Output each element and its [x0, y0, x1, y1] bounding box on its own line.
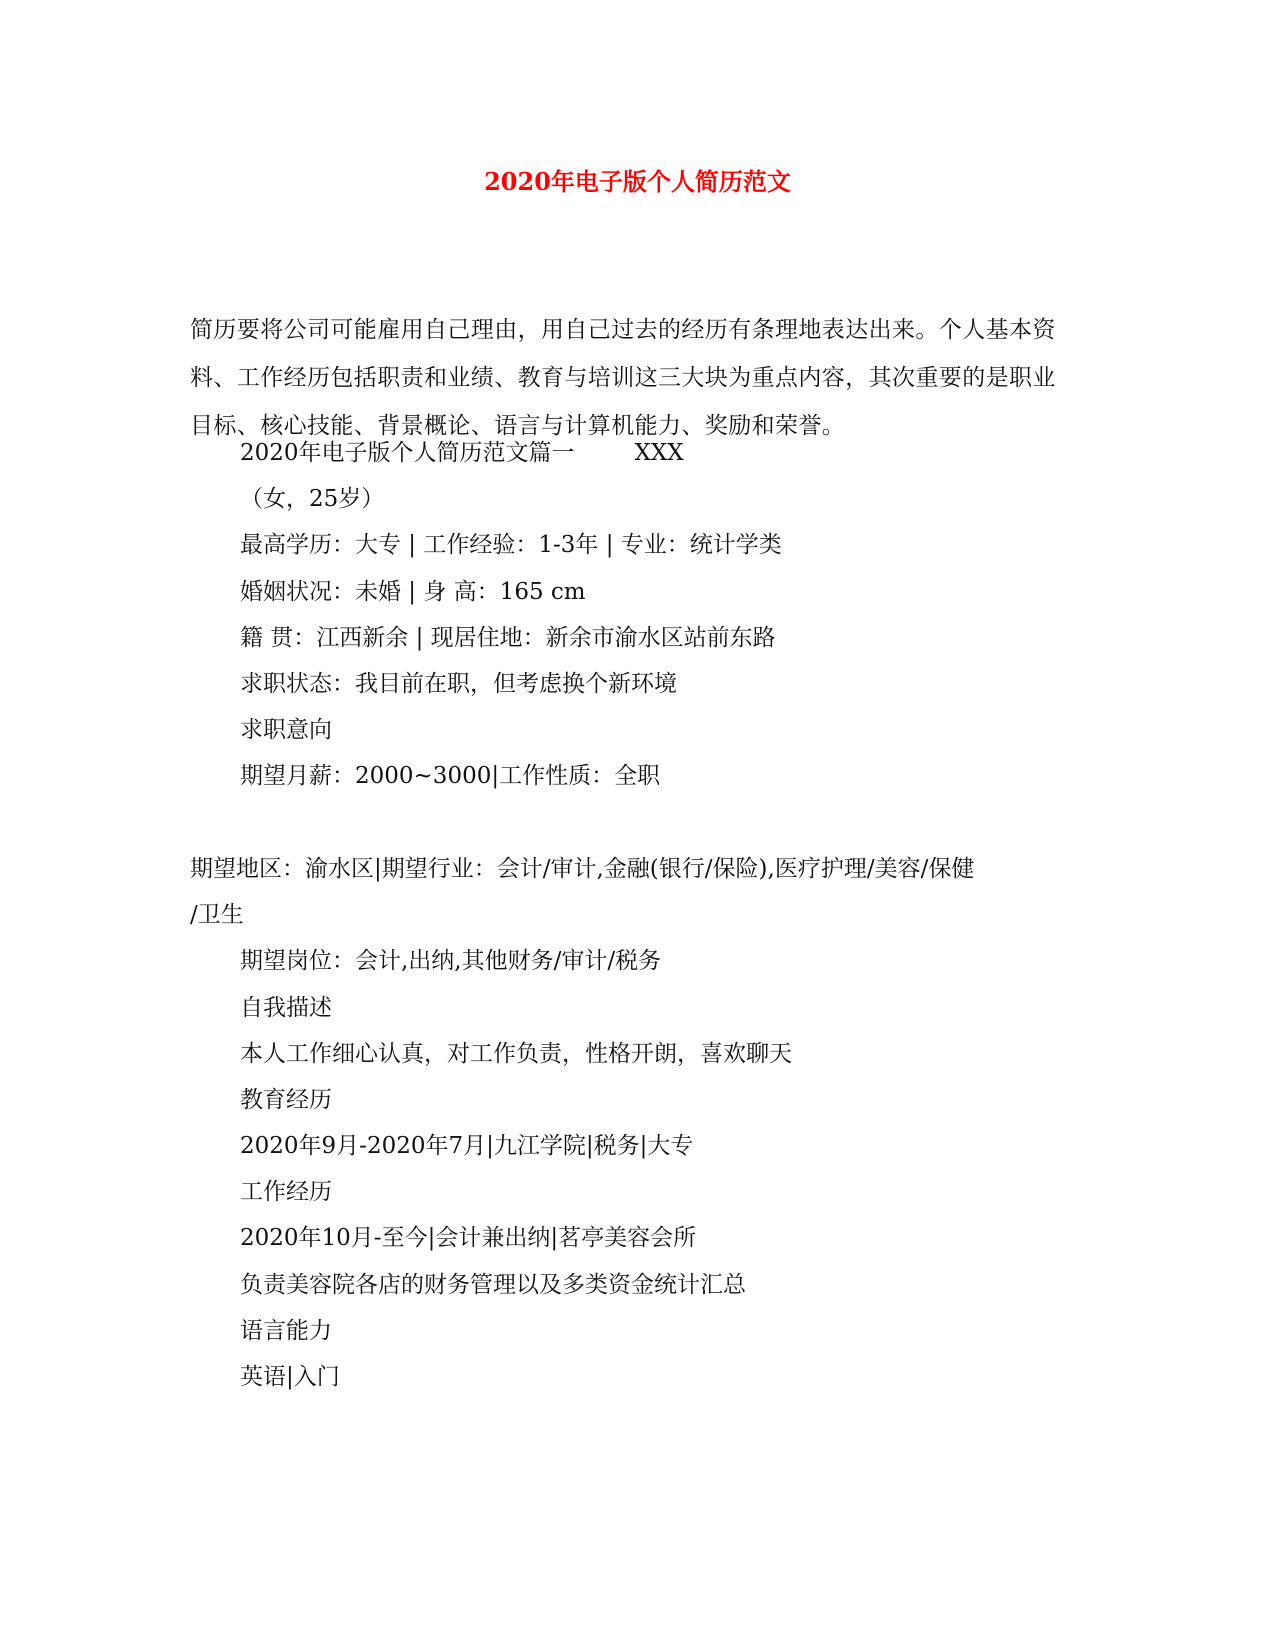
document-title: 2020年电子版个人简历范文	[484, 167, 791, 196]
work-responsibility-text: 负责美容院各店的财务管理以及多类资金统计汇总	[240, 1272, 746, 1298]
gender-age-line: （女，25岁）	[240, 486, 385, 512]
marital-height-line: 婚姻状况：未婚 | 身 高：165 cm	[240, 579, 586, 605]
language-entry: 英语|入门	[240, 1364, 340, 1390]
self-description-text: 本人工作细心认真，对工作负责，性格开朗，喜欢聊天	[240, 1041, 792, 1067]
education-heading: 教育经历	[240, 1087, 332, 1113]
job-status-line: 求职状态：我目前在职，但考虑换个新环境	[240, 671, 677, 697]
self-description-heading: 自我描述	[240, 995, 332, 1021]
language-heading: 语言能力	[240, 1318, 332, 1344]
resume-heading: 2020年电子版个人简历范文篇一	[240, 440, 575, 466]
education-entry: 2020年9月-2020年7月|九江学院|税务|大专	[240, 1133, 694, 1159]
resume-heading-line	[240, 438, 684, 468]
expected-region-line: 期望地区：渝水区|期望行业：会计/审计,金融(银行/保险),医疗护理/美容/保健	[190, 856, 975, 882]
work-experience-entry: 2020年10月-至今|会计兼出纳|茗亭美容会所	[240, 1225, 697, 1251]
education-experience-line: 最高学历：大专 | 工作经验：1-3年 | 专业：统计学类	[240, 532, 782, 558]
expected-salary-line: 期望月薪：2000~3000|工作性质：全职	[240, 763, 661, 789]
intro-paragraph: 简历要将公司可能雇用自己理由，用自己过去的经历有条理地表达出来。个人基本资料、工作经历包括职责和业绩、教育与培训这三大块为重点内容，其次重要的是职业目标、核心技能、背景概论、语言与计算机能力、奖励和荣誉。	[190, 317, 1056, 439]
expected-region-line-cont: /卫生	[190, 902, 244, 928]
work-experience-heading: 工作经历	[240, 1179, 332, 1205]
hometown-residence-line: 籍 贯：江西新余 | 现居住地：新余市渝水区站前东路	[240, 625, 776, 651]
job-intention-heading: 求职意向	[240, 717, 332, 743]
candidate-name: XXX	[634, 440, 684, 466]
expected-position-line: 期望岗位：会计,出纳,其他财务/审计/税务	[240, 948, 662, 974]
